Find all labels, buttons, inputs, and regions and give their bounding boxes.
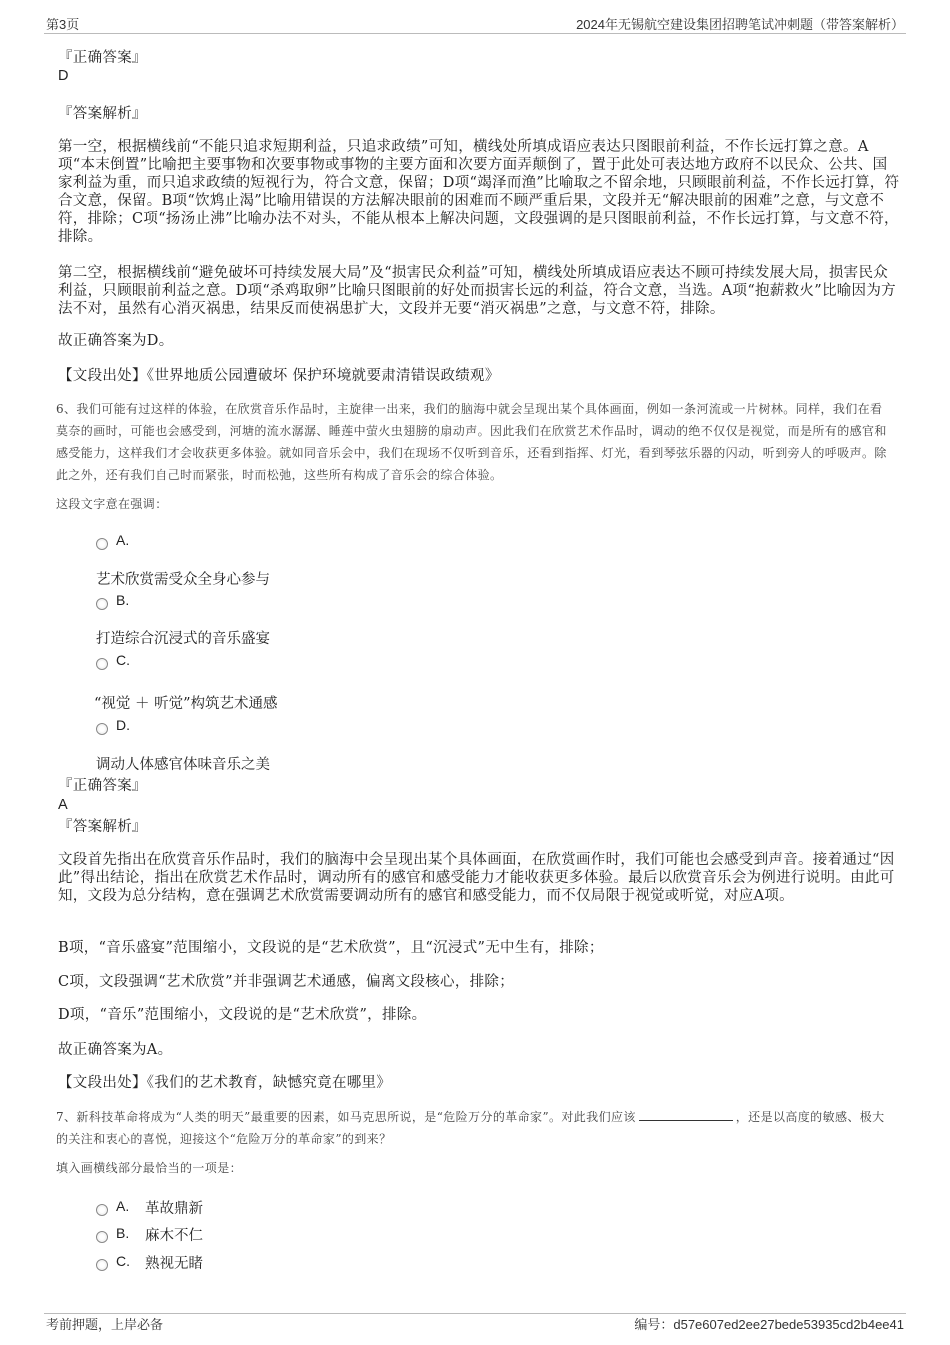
q5-answer-label: 『正确答案』 [58,50,147,66]
q7-question [56,1106,892,1150]
q7-question-part-1: 7、新科技革命将成为“人类的明天”最重要的因素，如马克思所说，是“危险万分的革命家”。对此我们应该 [56,1110,636,1124]
q6-option-d-text: 调动人体感官体味音乐之美 [96,757,270,773]
document-title: 2024年无锡航空建设集团招聘笔试冲刺题（带答案解析） [576,17,904,32]
q6-option-a-radio[interactable] [96,538,108,550]
q5-analysis-label: 『答案解析』 [58,106,147,122]
q6-analysis-paragraph: B项，“音乐盛宴”范围缩小，文段说的是“艺术欣赏”，且“沉浸式”无中生有，排除； [58,940,604,956]
document-code [634,1314,904,1333]
q6-option-b-radio[interactable] [96,598,108,610]
page-number: 第3页 [46,17,80,32]
q5-analysis-paragraph: 第二空，根据横线前“避免破坏可持续发展大局”及“损害民众利益”可知，横线处所填成语应表达不顾可持续发展大局，损害民众利益，只顾眼前利益之意。D项“杀鸡取卵”比喻只图眼前的好处而损害长远的利益，符合文意，当选。A项“抱薪救火”比喻因为方法不对，虽然有心消灭祸患，结果反而使祸患扩大，文段并无要“消灭祸患”之意，与文意不符，排除。 [58,265,896,317]
q6-option-d-radio[interactable] [96,723,108,735]
q7-option-c-radio[interactable] [96,1259,108,1271]
q7-option-a-text[interactable]: 革故鼎新 [145,1201,203,1217]
q7-option-b-radio[interactable] [96,1231,108,1243]
q6-answer-label: 『正确答案』 [58,778,147,794]
q7-prompt: 填入画横线部分最恰当的一项是： [56,1161,243,1175]
q6-option-a-text: 艺术欣赏需受众全身心参与 [96,572,270,588]
q6-analysis-paragraph: C项，文段强调“艺术欣赏”并非强调艺术通感，偏离文段核心，排除； [58,974,515,990]
header-divider [44,33,906,34]
q6-option-a-label[interactable]: A. [116,532,130,548]
footer-slogan: 考前押题，上岸必备 [46,1318,164,1333]
document-code-label: 编号： [634,1318,674,1333]
q7-option-a-radio[interactable] [96,1204,108,1216]
q7-option-b-label[interactable]: B. [116,1225,130,1241]
document-code-value: d57e607ed2ee27bede53935cd2b4ee41 [673,1317,904,1332]
q5-analysis-paragraph: 第一空，根据横线前“不能只追求短期利益，只追求政绩”可知，横线处所填成语应表达只图眼前利益，不作长远打算之意。A项“本末倒置”比喻把主要事物和次要事物或事物的主要方面和次要方面弄颠倒了，置于此处可表达地方政府不以民众、公共、国家利益为重，而只追求政绩的短视行为，符合文意，保留；D项“竭泽而渔”比喻取之不留余地，只顾眼前利益，不作长远打算，符合文意，保留。B项“饮鸩止渴”比喻用错误的方法解决眼前的困难而不顾严重后果，文段并无“解决眼前的困难”之意，与文意不符，排除；C项“扬汤止沸”比喻办法不对头，不能从根本上解决问题，文段强调的是只图眼前利益，不作长远打算，与文意不符，排除。 [58,139,900,245]
q6-option-c-radio[interactable] [96,658,108,670]
q6-option-d-label[interactable]: D. [116,717,130,733]
q6-option-b-label[interactable]: B. [116,592,130,608]
q5-conclusion: 故正确答案为D。 [58,333,174,349]
q6-source: 【文段出处】《我们的艺术教育，缺憾究竟在哪里》 [58,1075,392,1091]
q7-option-c-text[interactable]: 熟视无睹 [145,1256,203,1272]
q6-option-c-label[interactable]: C. [116,652,130,668]
q6-analysis-paragraph: D项，“音乐”范围缩小，文段说的是“艺术欣赏”，排除。 [58,1007,427,1023]
q6-option-b-text: 打造综合沉浸式的音乐盛宴 [96,631,270,647]
q6-answer: A [58,797,68,813]
q6-analysis-label: 『答案解析』 [58,819,147,835]
q6-conclusion: 故正确答案为A。 [58,1042,173,1058]
q7-answer-blank [639,1108,733,1121]
q7-option-b-text[interactable]: 麻木不仁 [145,1228,203,1244]
q6-option-c-text: “视觉 ＋ 听觉”构筑艺术通感 [94,696,278,712]
q7-question-part-2: ，还是以高度的敏感、极大的关注和衷心的喜悦，迎接这个“危险万分的革命家”的到来？ [56,1110,885,1146]
q6-analysis-paragraph: 文段首先指出在欣赏音乐作品时，我们的脑海中会呈现出某个具体画面，在欣赏画作时，我们可能也会感受到声音。接着通过“因此”得出结论，指出在欣赏艺术作品时，调动所有的感官和感受能力才能收获更多体验。最后以欣赏音乐会为例进行说明。由此可知，文段为总分结构，意在强调艺术欣赏需要调动所有的感官和感受能力，而不仅局限于视觉或听觉，对应A项。 [58,852,895,904]
q7-option-a-label[interactable]: A. [116,1198,130,1214]
q6-prompt: 这段文字意在强调： [56,497,168,511]
q5-answer: D [58,68,69,84]
q7-option-c-label[interactable]: C. [116,1253,130,1269]
q6-question: 6、我们可能有过这样的体验，在欣赏音乐作品时，主旋律一出来，我们的脑海中就会呈现出某个具体画面，例如一条河流或一片树林。同样，我们在看莫奈的画时，可能也会感受到，河塘的流水潺潺、睡莲中萤火虫翅膀的扇动声。因此我们在欣赏艺术作品时，调动的绝不仅仅是视觉，而是所有的感官和感受能力，这样我们才会收获更多体验。就如同音乐会中，我们在现场不仅听到音乐，还看到指挥、灯光，看到琴弦乐器的闪动，听到旁人的呼吸声。除此之外，还有我们自己时而紧张，时而松弛，这些所有构成了音乐会的综合体验。 [56,402,887,482]
q5-source: 【文段出处】《世界地质公园遭破坏 保护环境就要肃清错误政绩观》 [58,368,500,384]
